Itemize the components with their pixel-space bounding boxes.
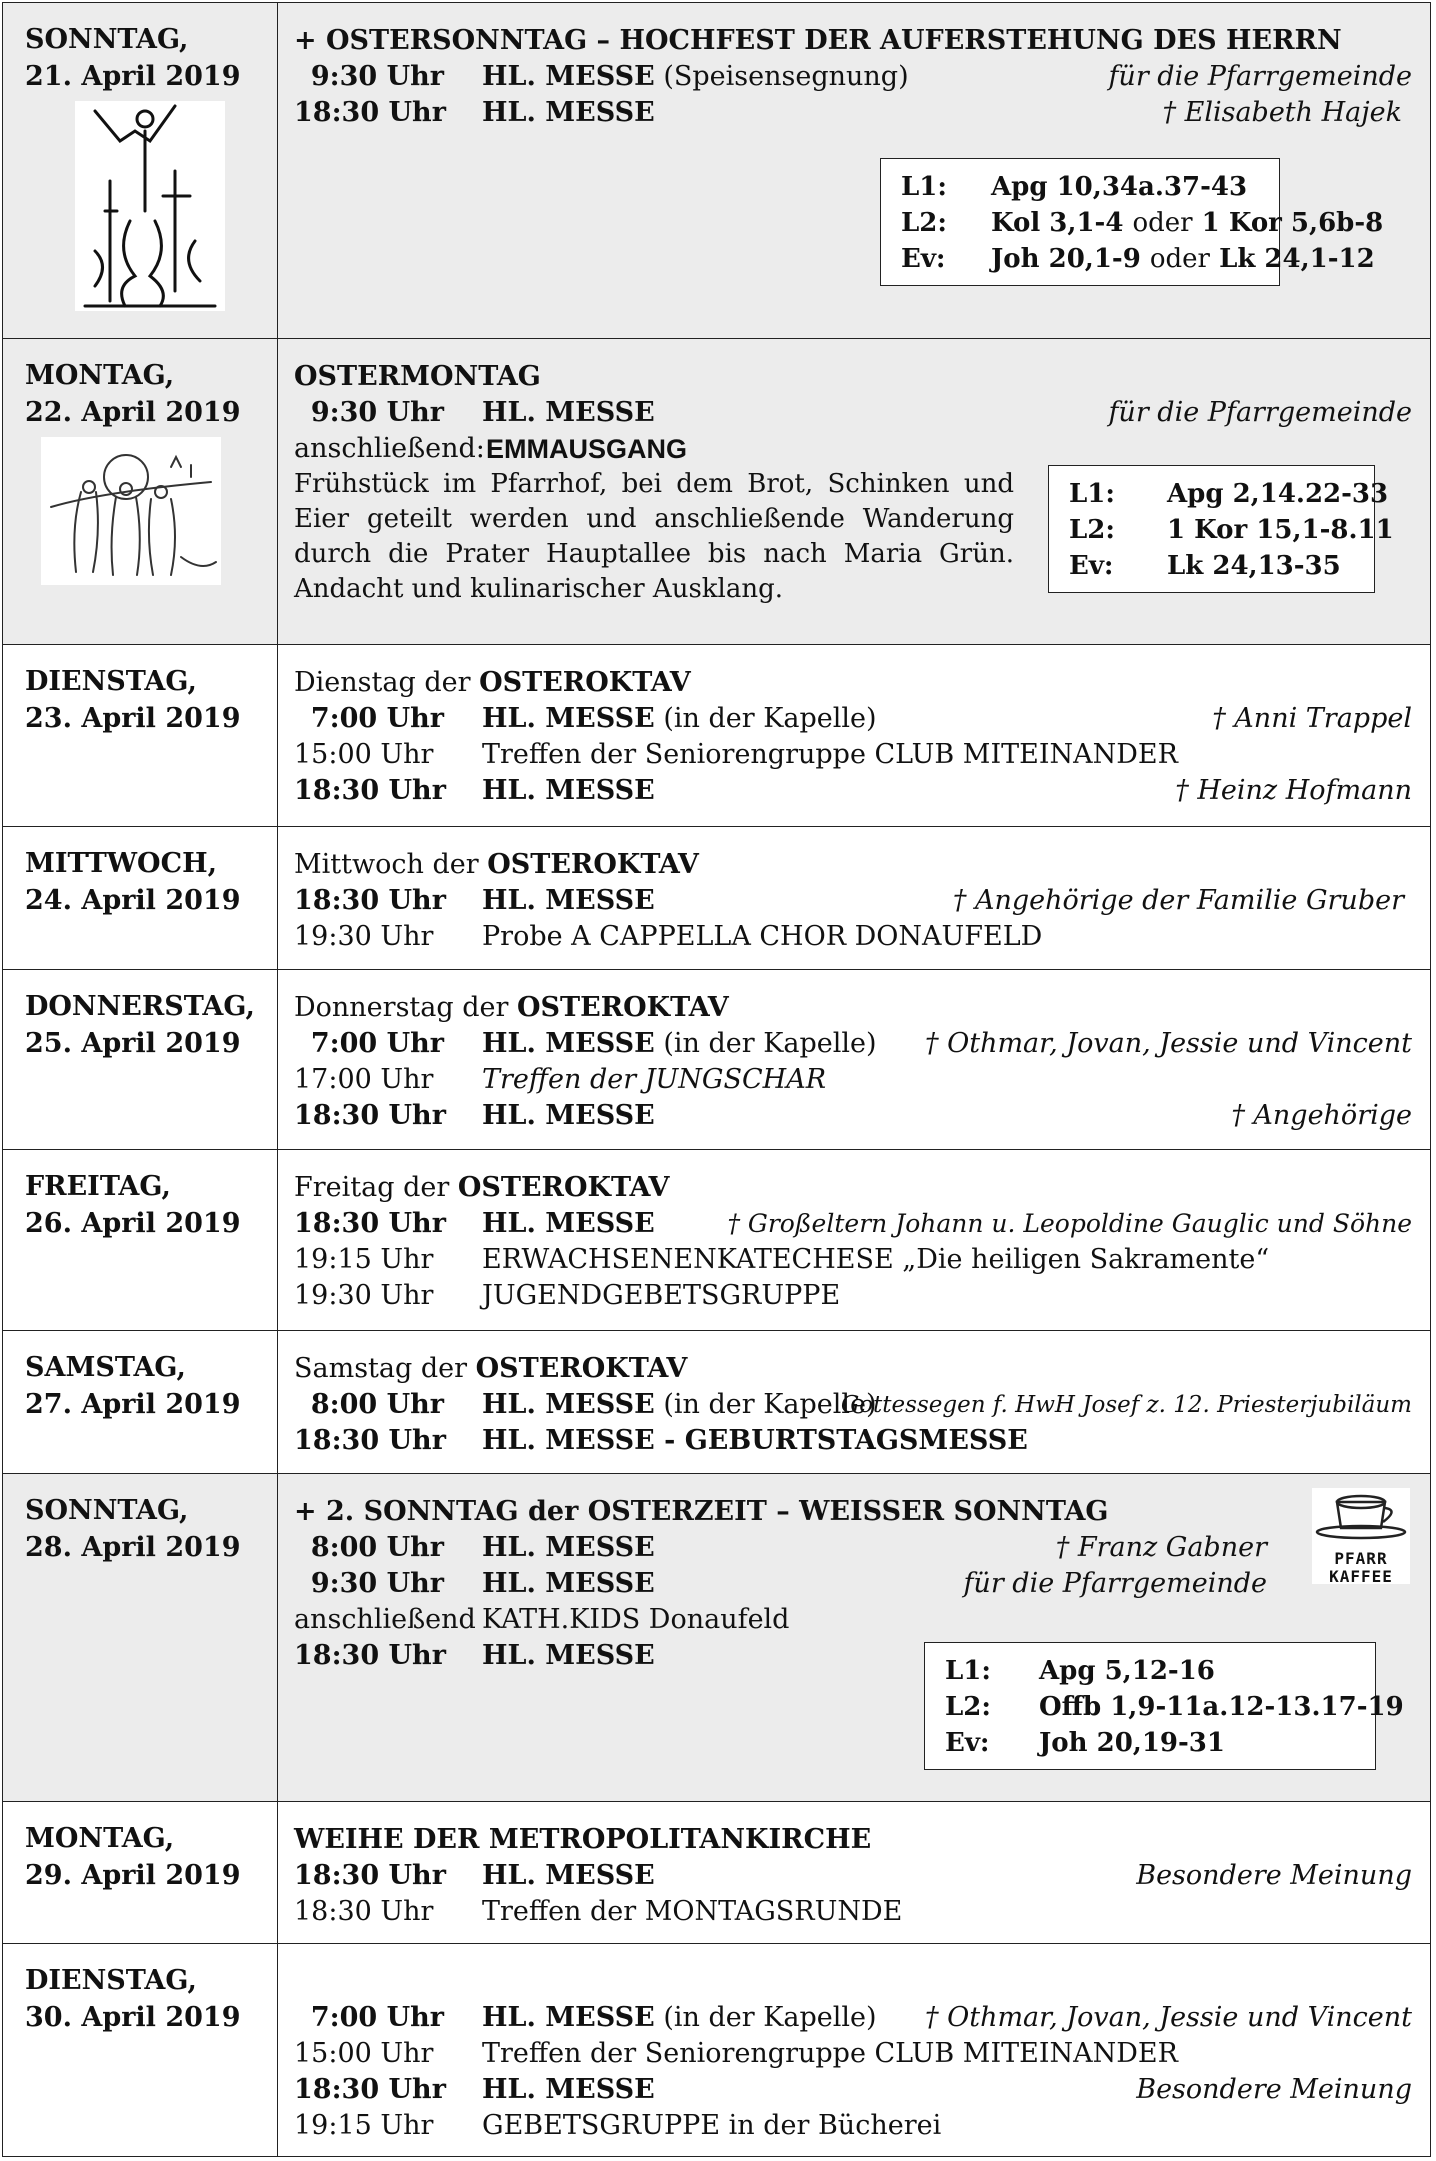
entry-extra: (in der Kapelle) [663, 703, 877, 734]
entry-time: 18:30 Uhr [294, 97, 446, 128]
day-row [3, 1474, 1431, 1802]
entry-note: für die Pfarrgemeinde [1108, 397, 1412, 428]
entry-title: Probe A CAPPELLA CHOR DONAUFELD [482, 921, 1043, 952]
entry-title: HL. MESSE [482, 397, 655, 428]
entry-title: KATH.KIDS Donaufeld [482, 1604, 790, 1635]
day-heading: Samstag der OSTEROKTAV [294, 1353, 688, 1384]
schedule-entry [294, 919, 1412, 955]
entry-title: HL. MESSE [482, 2002, 655, 2033]
day-date: 22. April 2019 [25, 397, 241, 428]
schedule-entry [294, 2000, 1412, 2036]
day-row [3, 827, 1431, 970]
day-date: 28. April 2019 [25, 1532, 241, 1563]
reading-label: L1: [901, 172, 947, 202]
entry-time: 19:30 Uhr [294, 1280, 434, 1311]
entry-time: 7:00 Uhr [310, 2002, 444, 2033]
entry-title: HL. MESSE [482, 775, 655, 806]
day-name: DIENSTAG, [25, 1965, 197, 1996]
day-content [278, 1331, 1431, 1474]
reading-ref: 1 Kor 15,1-8.11 [1167, 515, 1394, 545]
day-date: 21. April 2019 [25, 61, 241, 92]
day-content [278, 3, 1431, 339]
day-content [278, 1802, 1431, 1944]
day-row [3, 1802, 1431, 1944]
day-cell [3, 1150, 278, 1331]
entry-title: Treffen der JUNGSCHAR [482, 1064, 827, 1095]
day-name: SAMSTAG, [25, 1352, 186, 1383]
entry-time: 7:00 Uhr [310, 1028, 444, 1059]
entry-note: † Heinz Hofmann [1175, 775, 1412, 806]
entry-title: HL. MESSE [482, 1389, 655, 1420]
entry-title: HL. MESSE - GEBURTSTAGSMESSE [482, 1425, 1028, 1456]
schedule-entry [294, 1026, 1412, 1062]
entry-time: 18:30 Uhr [294, 1896, 434, 1927]
day-row [3, 339, 1431, 645]
entry-extra: (in der Kapelle) [663, 1028, 877, 1059]
entry-time: 8:00 Uhr [310, 1389, 444, 1420]
day-content [278, 339, 1431, 645]
reading-ref: Kol 3,1-4 [991, 208, 1124, 238]
day-heading: Dienstag der OSTEROKTAV [294, 667, 691, 698]
day-heading: + OSTERSONNTAG – HOCHFEST DER AUFERSTEHUNG DES HERRN [294, 25, 1342, 56]
entry-extra: (Speisensegnung) [663, 61, 909, 92]
entry-time: 19:15 Uhr [294, 1244, 434, 1275]
schedule-entry [294, 1242, 1412, 1278]
day-name: DONNERSTAG, [25, 991, 255, 1022]
entry-time: 18:30 Uhr [294, 1640, 446, 1671]
day-date: 29. April 2019 [25, 1860, 241, 1891]
entry-time: 18:30 Uhr [294, 775, 446, 806]
day-content [278, 1944, 1431, 2157]
reading-label: Ev: [1069, 551, 1114, 581]
day-content [278, 1474, 1431, 1802]
entry-time: 9:30 Uhr [310, 61, 444, 92]
reading-ref: Joh 20,1-9 [991, 244, 1141, 274]
entry-time: 18:30 Uhr [294, 1208, 446, 1239]
entry-title: HL. MESSE [482, 1860, 655, 1891]
day-cell [3, 827, 278, 970]
entry-extra: (in der Kapelle) [663, 1389, 877, 1420]
day-name: SONNTAG, [25, 24, 189, 55]
entry-title: HL. MESSE [482, 2074, 655, 2105]
entry-note: † Angehörige der Familie Gruber [952, 885, 1404, 916]
entry-note: Gottessegen f. HwH Josef z. 12. Priesterjubiläum [840, 1392, 1412, 1418]
day-cell [3, 645, 278, 827]
entry-title: HL. MESSE [482, 1100, 655, 1131]
entry-title: HL. MESSE [482, 1028, 655, 1059]
entry-title: HL. MESSE [482, 1532, 655, 1563]
entry-note: † Othmar, Jovan, Jessie und Vincent [925, 2002, 1412, 2033]
day-name: FREITAG, [25, 1171, 171, 1202]
day-content [278, 645, 1431, 827]
entry-time: 18:30 Uhr [294, 1860, 446, 1891]
entry-time: 17:00 Uhr [294, 1064, 434, 1095]
entry-note: Besondere Meinung [1136, 1860, 1412, 1891]
entry-title: HL. MESSE [482, 61, 655, 92]
day-date: 30. April 2019 [25, 2002, 241, 2033]
schedule-table [2, 2, 1431, 2157]
entry-time: 7:00 Uhr [310, 703, 444, 734]
schedule-entry [294, 1423, 1412, 1459]
entry-note: für die Pfarrgemeinde [963, 1568, 1267, 1599]
event-description: Frühstück im Pfarrhof, bei dem Brot, Schinken und Eier geteilt werden und anschließende Wanderung durch die Prater Hauptallee bis nach Maria Grün. Andacht und kulinarischer Ausklang. [294, 469, 1014, 604]
reading-ref: Lk 24,1-12 [1219, 244, 1375, 274]
schedule-entry [294, 1566, 1412, 1602]
day-date: 25. April 2019 [25, 1028, 241, 1059]
day-date: 27. April 2019 [25, 1389, 241, 1420]
reading-or: oder [1149, 244, 1210, 274]
schedule-entry [294, 1062, 1412, 1098]
reading-label: Ev: [901, 244, 946, 274]
entry-note: † Elisabeth Hajek [1162, 97, 1402, 128]
pfarrkaffee-logo [1312, 1488, 1410, 1584]
entry-time: 19:30 Uhr [294, 921, 434, 952]
reading-or: oder [1132, 208, 1193, 238]
reading-label: L2: [1069, 515, 1115, 545]
day-content [278, 970, 1431, 1150]
reading-label: Ev: [945, 1728, 990, 1758]
reading-ref: Apg 5,12-16 [1039, 1656, 1215, 1686]
schedule-entry [294, 59, 1412, 95]
schedule-entry [294, 1387, 1412, 1423]
entry-note: für die Pfarrgemeinde [1108, 61, 1412, 92]
entry-note: † Franz Gabner [1055, 1532, 1267, 1563]
schedule-entry [294, 1602, 1412, 1638]
entry-note: † Angehörige [1231, 1100, 1412, 1131]
entry-time: 9:30 Uhr [310, 397, 444, 428]
coffee-cup-icon [1313, 1488, 1409, 1540]
entry-note: Besondere Meinung [1136, 2074, 1412, 2105]
entry-time: 18:30 Uhr [294, 2074, 446, 2105]
entry-note: † Othmar, Jovan, Jessie und Vincent [925, 1028, 1412, 1059]
schedule-entry [294, 737, 1412, 773]
day-cell [3, 1474, 278, 1802]
day-name: DIENSTAG, [25, 666, 197, 697]
schedule-entry [294, 883, 1412, 919]
schedule-entry [294, 431, 1412, 467]
day-name: MONTAG, [25, 360, 175, 391]
entry-title: HL. MESSE [482, 97, 655, 128]
schedule-entry [294, 95, 1412, 131]
entry-time: 15:00 Uhr [294, 739, 434, 770]
entry-time: 19:15 Uhr [294, 2110, 434, 2141]
reading-label: L1: [945, 1656, 991, 1686]
schedule-entry [294, 1530, 1412, 1566]
entry-title: HL. MESSE [482, 703, 655, 734]
day-heading: OSTERMONTAG [294, 361, 541, 392]
day-row [3, 1944, 1431, 2157]
schedule-entry [294, 1278, 1412, 1314]
schedule-entry [294, 701, 1412, 737]
schedule-entry [294, 773, 1412, 809]
day-name: MONTAG, [25, 1823, 175, 1854]
reading-label: L2: [901, 208, 947, 238]
day-date: 26. April 2019 [25, 1208, 241, 1239]
entry-title: Treffen der Seniorengruppe CLUB MITEINANDER [482, 2038, 1178, 2069]
day-cell [3, 1331, 278, 1474]
entry-title: JUGENDGEBETSGRUPPE [482, 1280, 841, 1311]
entry-time: 18:30 Uhr [294, 885, 446, 916]
schedule-entry [294, 1858, 1412, 1894]
entry-title: GEBETSGRUPPE in der Bücherei [482, 2110, 942, 2141]
schedule-entry [294, 1206, 1412, 1242]
day-cell [3, 339, 278, 645]
entry-note: † Anni Trappel [1212, 703, 1412, 734]
day-heading: WEIHE DER METROPOLITANKIRCHE [294, 1824, 872, 1855]
day-cell [3, 1802, 278, 1944]
schedule-entry [294, 2036, 1412, 2072]
reading-label: L2: [945, 1692, 991, 1722]
day-row [3, 645, 1431, 827]
reading-ref: 1 Kor 5,6b-8 [1201, 208, 1384, 238]
schedule-entry [294, 1894, 1412, 1930]
reading-ref: Apg 10,34a.37-43 [991, 172, 1248, 202]
day-heading: Freitag der OSTEROKTAV [294, 1172, 670, 1203]
entry-title: HL. MESSE [482, 1568, 655, 1599]
entry-time: 15:00 Uhr [294, 2038, 434, 2069]
entry-title: EMMAUSGANG [486, 434, 687, 464]
day-content [278, 827, 1431, 970]
schedule-entry [294, 395, 1412, 431]
entry-title: Treffen der Seniorengruppe CLUB MITEINANDER [482, 739, 1178, 770]
day-date: 23. April 2019 [25, 703, 241, 734]
entry-title: ERWACHSENENKATECHESE „Die heiligen Sakramente“ [482, 1244, 1270, 1275]
schedule-entry [294, 2108, 1412, 2144]
day-row [3, 3, 1431, 339]
entry-time: 18:30 Uhr [294, 1100, 446, 1131]
day-row [3, 970, 1431, 1150]
entry-title: HL. MESSE [482, 885, 655, 916]
resurrection-icon [75, 101, 225, 311]
logo-text: PFARR KAFFEE [1329, 1549, 1393, 1586]
entry-title: HL. MESSE [482, 1640, 655, 1671]
readings-box [1048, 465, 1394, 593]
entry-title: HL. MESSE [482, 1208, 655, 1239]
entry-time: 8:00 Uhr [310, 1532, 444, 1563]
day-cell [3, 970, 278, 1150]
entry-title: Treffen der MONTAGSRUNDE [482, 1896, 903, 1927]
day-cell [3, 1944, 278, 2157]
schedule-entry [294, 2072, 1412, 2108]
day-date: 24. April 2019 [25, 885, 241, 916]
readings-box [924, 1642, 1404, 1770]
day-cell [3, 3, 278, 339]
schedule-entry [294, 1098, 1412, 1134]
entry-time: 9:30 Uhr [310, 1568, 444, 1599]
day-name: SONNTAG, [25, 1495, 189, 1526]
reading-label: L1: [1069, 479, 1115, 509]
day-row [3, 1150, 1431, 1331]
day-row [3, 1331, 1431, 1474]
entry-time: 18:30 Uhr [294, 1425, 446, 1456]
reading-ref: Joh 20,19-31 [1039, 1728, 1225, 1758]
entry-extra: (in der Kapelle) [663, 2002, 877, 2033]
entry-time: anschließend: [294, 433, 485, 464]
day-content [278, 1150, 1431, 1331]
reading-ref: Apg 2,14.22-33 [1167, 479, 1389, 509]
day-name: MITTWOCH, [25, 848, 217, 879]
reading-ref: Offb 1,9-11a.12-13.17-19 [1039, 1692, 1404, 1722]
reading-ref: Lk 24,13-35 [1167, 551, 1341, 581]
emmaus-walk-icon [41, 437, 221, 585]
day-heading [294, 1964, 1412, 2000]
day-heading: Mittwoch der OSTEROKTAV [294, 849, 699, 880]
day-heading: Donnerstag der OSTEROKTAV [294, 992, 729, 1023]
entry-note: † Großeltern Johann u. Leopoldine Gauglic und Söhne [727, 1209, 1412, 1238]
day-heading: + 2. SONNTAG der OSTERZEIT – WEISSER SONNTAG [294, 1496, 1109, 1527]
readings-box [880, 158, 1384, 286]
entry-time: anschließend [294, 1604, 476, 1635]
